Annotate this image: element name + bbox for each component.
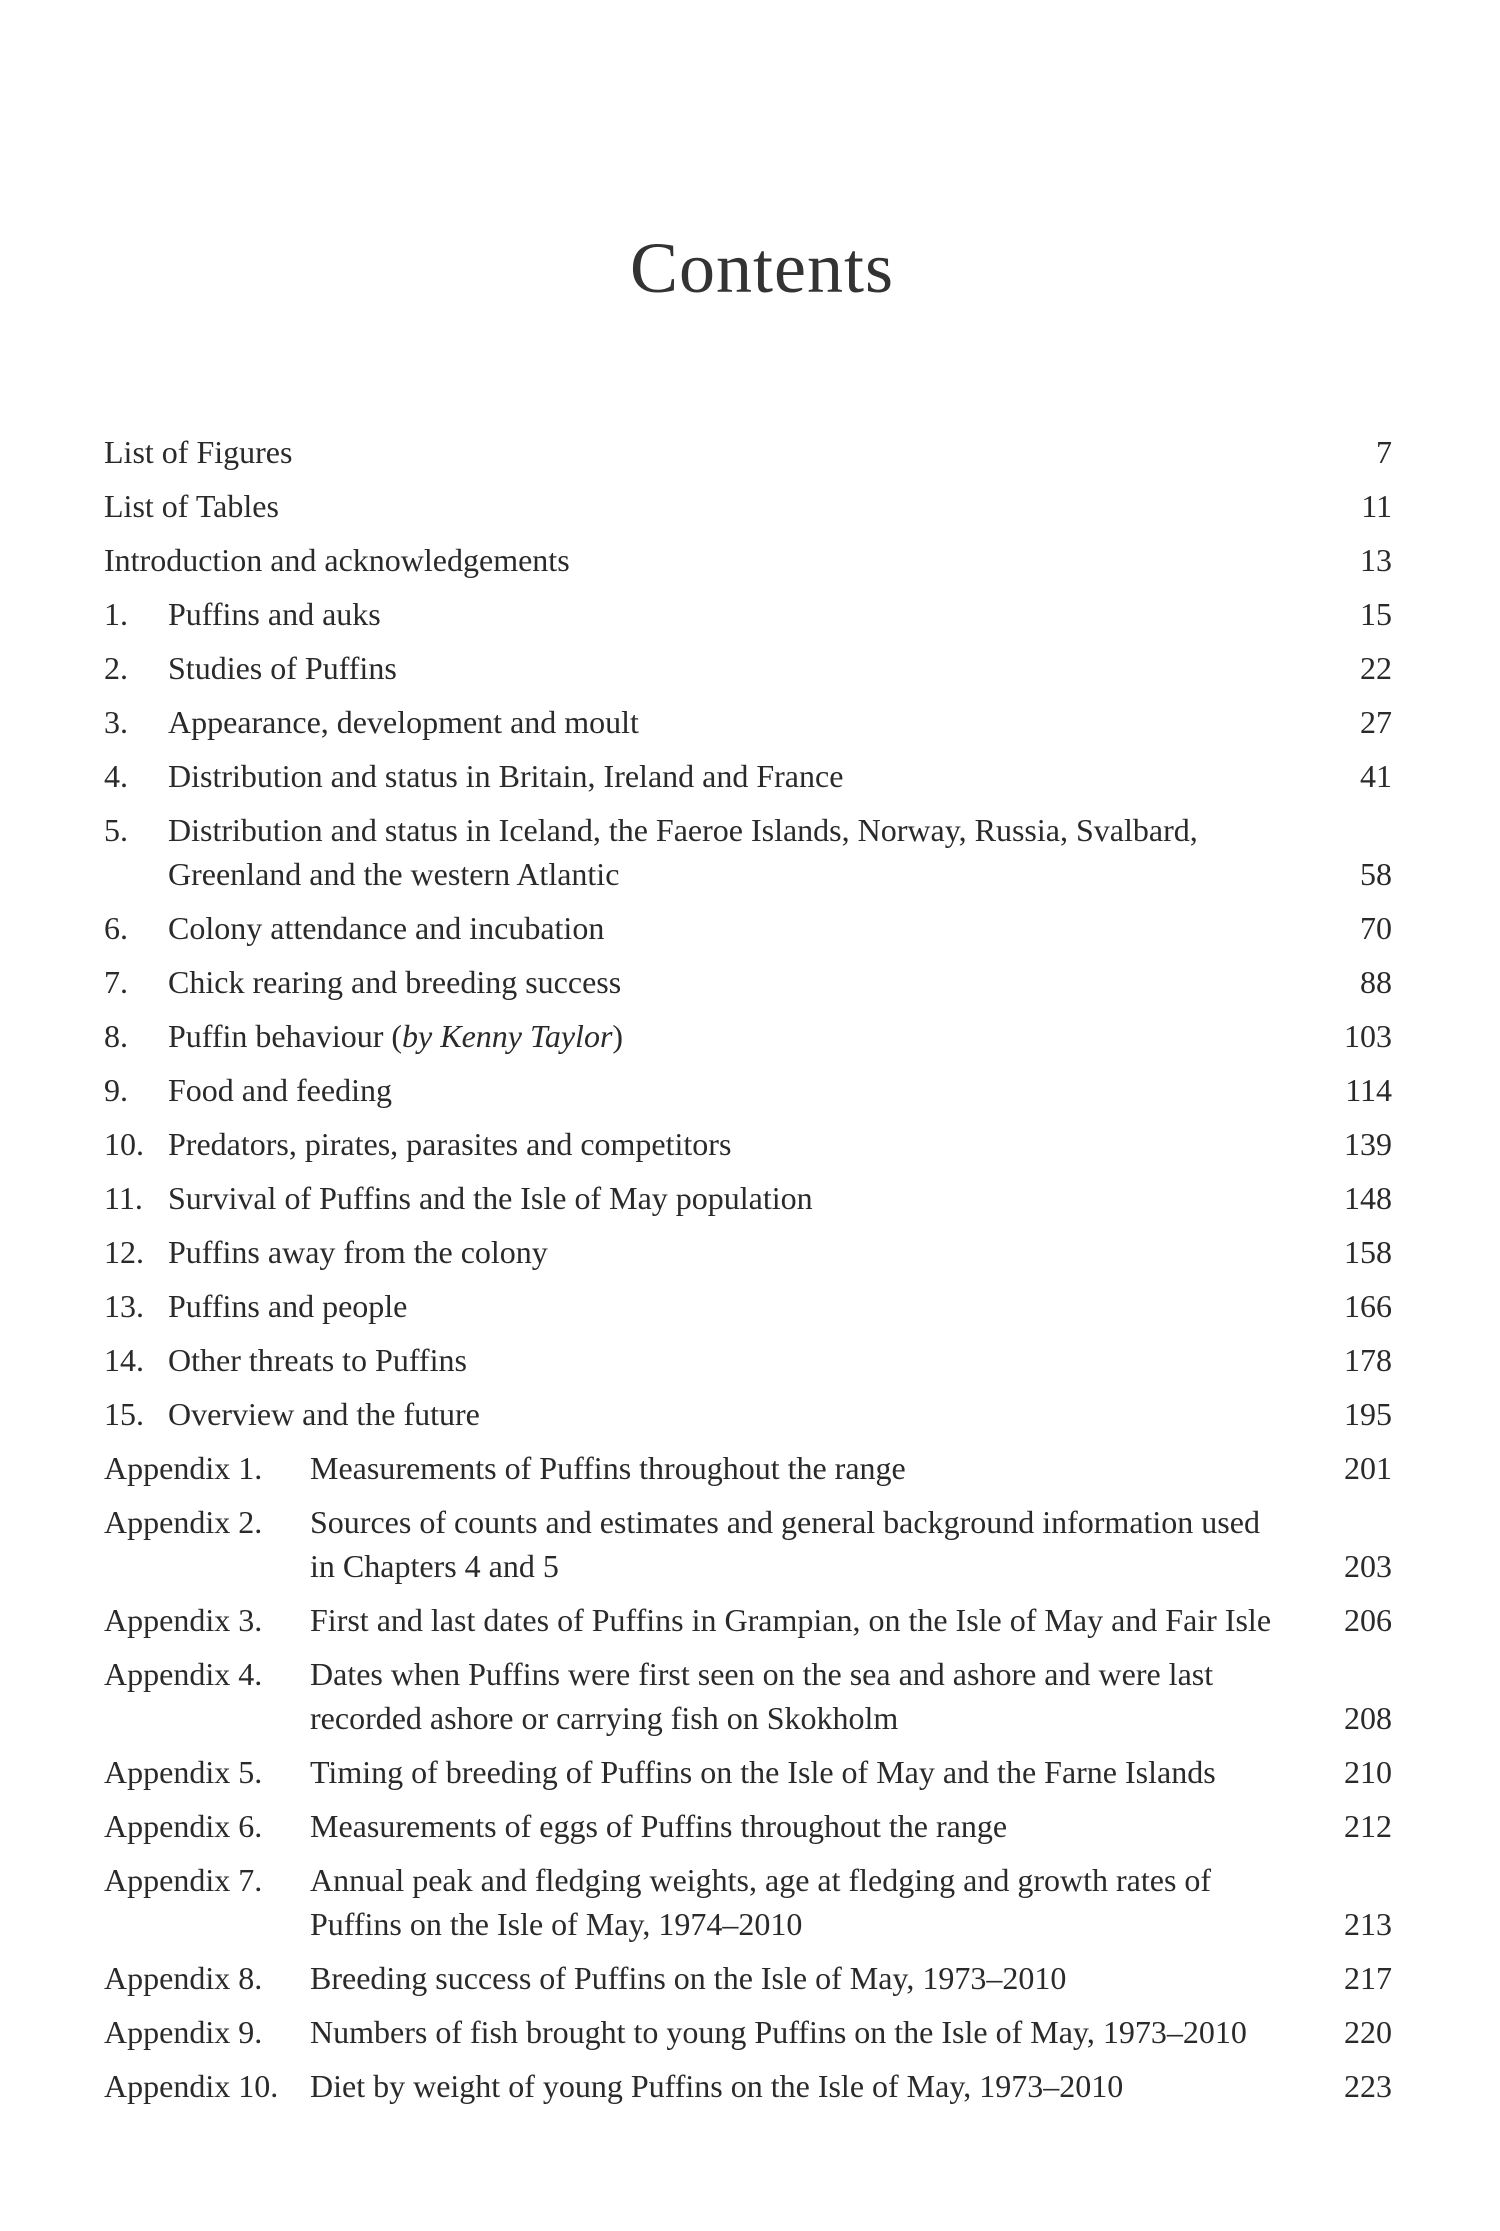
toc-entry-list-of-tables[interactable] — [104, 484, 1392, 528]
chapter-number: 14. — [104, 1342, 144, 1378]
toc-entry-label: Studies of Puffins — [168, 650, 397, 686]
toc-entry-appendix-10[interactable] — [104, 2064, 1392, 2108]
toc-entry-page: 203 — [1344, 1548, 1392, 1584]
chapter-number: 15. — [104, 1396, 144, 1432]
toc-entry-page: 220 — [1344, 2014, 1392, 2050]
toc-entry-label: Numbers of fish brought to young Puffins on the Isle of May, 1973–2010 — [310, 2014, 1247, 2050]
toc-entry-page: 166 — [1344, 1288, 1392, 1324]
chapter-number: 3. — [104, 704, 128, 740]
toc-entry-page: 13 — [1360, 542, 1392, 578]
toc-entry-label: Dates when Puffins were first seen on the sea and ashore and were last recorded ashore or carrying fish on Skokholm — [310, 1656, 1214, 1736]
toc-entry-chapter-8[interactable] — [104, 1014, 1392, 1058]
toc-entry-introduction[interactable] — [104, 538, 1392, 582]
toc-entry-chapter-5[interactable] — [104, 808, 1392, 896]
chapter-number: 1. — [104, 596, 128, 632]
appendix-number: Appendix 1. — [104, 1450, 263, 1486]
toc-entry-label: Distribution and status in Iceland, the Faeroe Islands, Norway, Russia, Svalbard, Greenland and the western Atlantic — [168, 812, 1198, 892]
toc-entry-label: Colony attendance and incubation — [168, 910, 605, 946]
table-of-contents — [104, 430, 1392, 2118]
chapter-number: 13. — [104, 1288, 144, 1324]
toc-entry-page: 88 — [1360, 964, 1392, 1000]
toc-entry-page: 139 — [1344, 1126, 1392, 1162]
toc-entry-appendix-6[interactable] — [104, 1804, 1392, 1848]
appendix-number: Appendix 5. — [104, 1754, 263, 1790]
appendix-number: Appendix 10. — [104, 2068, 279, 2104]
appendix-number: Appendix 7. — [104, 1862, 263, 1898]
toc-entry-label: Distribution and status in Britain, Ireland and France — [168, 758, 844, 794]
toc-entry-page: 195 — [1344, 1396, 1392, 1432]
toc-entry-label: Puffins away from the colony — [168, 1234, 548, 1270]
toc-entry-page: 217 — [1344, 1960, 1392, 1996]
toc-entry-page: 208 — [1344, 1700, 1392, 1736]
toc-entry-list-of-figures[interactable] — [104, 430, 1392, 474]
toc-entry-appendix-9[interactable] — [104, 2010, 1392, 2054]
toc-entry-page: 7 — [1376, 434, 1392, 470]
label-author: by Kenny Taylor — [402, 1018, 613, 1054]
toc-entry-page: 148 — [1344, 1180, 1392, 1216]
toc-entry-label — [168, 1014, 1312, 1058]
toc-entry-page: 206 — [1344, 1602, 1392, 1638]
toc-entry-page: 103 — [1344, 1018, 1392, 1054]
appendix-number: Appendix 4. — [104, 1656, 263, 1692]
toc-entry-chapter-14[interactable] — [104, 1338, 1392, 1382]
toc-entry-page: 158 — [1344, 1234, 1392, 1270]
toc-entry-chapter-3[interactable] — [104, 700, 1392, 744]
toc-entry-appendix-7[interactable] — [104, 1858, 1392, 1946]
toc-entry-label: Timing of breeding of Puffins on the Isle of May and the Farne Islands — [310, 1754, 1216, 1790]
toc-entry-page: 41 — [1360, 758, 1392, 794]
toc-entry-chapter-2[interactable] — [104, 646, 1392, 690]
toc-entry-page: 178 — [1344, 1342, 1392, 1378]
chapter-number: 9. — [104, 1072, 128, 1108]
toc-entry-label: Puffins and auks — [168, 596, 381, 632]
toc-entry-label: Overview and the future — [168, 1396, 480, 1432]
chapter-number: 11. — [104, 1180, 143, 1216]
toc-entry-chapter-4[interactable] — [104, 754, 1392, 798]
toc-entry-label: Puffins and people — [168, 1288, 408, 1324]
toc-entry-appendix-1[interactable] — [104, 1446, 1392, 1490]
chapter-number: 10. — [104, 1126, 144, 1162]
page-title: Contents — [629, 228, 894, 308]
toc-entry-chapter-7[interactable] — [104, 960, 1392, 1004]
toc-entry-label: First and last dates of Puffins in Grampian, on the Isle of May and Fair Isle — [310, 1602, 1272, 1638]
toc-entry-page: 22 — [1360, 650, 1392, 686]
toc-entry-appendix-3[interactable] — [104, 1598, 1392, 1642]
toc-entry-label: Food and feeding — [168, 1072, 392, 1108]
toc-entry-label: Sources of counts and estimates and general background information used in Chapters 4 and 5 — [310, 1504, 1260, 1584]
chapter-number: 8. — [104, 1018, 128, 1054]
toc-entry-page: 114 — [1345, 1072, 1392, 1108]
toc-entry-label: Annual peak and fledging weights, age at fledging and growth rates of Puffins on the Isle of May, 1974–2010 — [310, 1862, 1212, 1942]
toc-entry-label: Other threats to Puffins — [168, 1342, 467, 1378]
toc-entry-page: 11 — [1361, 488, 1392, 524]
appendix-number: Appendix 8. — [104, 1960, 263, 1996]
appendix-number: Appendix 6. — [104, 1808, 263, 1844]
toc-entry-chapter-13[interactable] — [104, 1284, 1392, 1328]
toc-entry-page: 27 — [1360, 704, 1392, 740]
toc-entry-label: Breeding success of Puffins on the Isle of May, 1973–2010 — [310, 1960, 1067, 1996]
toc-entry-label: Predators, pirates, parasites and competitors — [168, 1126, 732, 1162]
toc-entry-page: 201 — [1344, 1450, 1392, 1486]
toc-entry-page: 212 — [1344, 1808, 1392, 1844]
chapter-number: 6. — [104, 910, 128, 946]
toc-entry-chapter-10[interactable] — [104, 1122, 1392, 1166]
toc-entry-appendix-2[interactable] — [104, 1500, 1392, 1588]
toc-entry-label: Measurements of eggs of Puffins throughout the range — [310, 1808, 1008, 1844]
toc-entry-chapter-9[interactable] — [104, 1068, 1392, 1112]
toc-entry-page: 15 — [1360, 596, 1392, 632]
toc-entry-label: List of Figures — [104, 434, 293, 470]
chapter-number: 12. — [104, 1234, 144, 1270]
label-end: ) — [612, 1018, 624, 1054]
chapter-number: 5. — [104, 812, 128, 848]
toc-entry-chapter-1[interactable] — [104, 592, 1392, 636]
label-main: Puffin behaviour ( — [168, 1018, 403, 1054]
toc-entry-appendix-4[interactable] — [104, 1652, 1392, 1740]
toc-entry-page: 70 — [1360, 910, 1392, 946]
toc-entry-label: Appearance, development and moult — [168, 704, 639, 740]
toc-entry-label: Survival of Puffins and the Isle of May population — [168, 1180, 813, 1216]
toc-entry-chapter-15[interactable] — [104, 1392, 1392, 1436]
chapter-number: 2. — [104, 650, 128, 686]
appendix-number: Appendix 2. — [104, 1504, 263, 1540]
toc-entry-chapter-6[interactable] — [104, 906, 1392, 950]
appendix-number: Appendix 3. — [104, 1602, 263, 1638]
toc-entry-page: 223 — [1344, 2068, 1392, 2104]
toc-entry-chapter-11[interactable] — [104, 1176, 1392, 1220]
toc-entry-appendix-5[interactable] — [104, 1750, 1392, 1794]
toc-entry-label: Diet by weight of young Puffins on the Isle of May, 1973–2010 — [310, 2068, 1124, 2104]
toc-entry-appendix-8[interactable] — [104, 1956, 1392, 2000]
toc-entry-label: Measurements of Puffins throughout the range — [310, 1450, 906, 1486]
toc-entry-page: 210 — [1344, 1754, 1392, 1790]
toc-entry-label: List of Tables — [104, 488, 279, 524]
appendix-number: Appendix 9. — [104, 2014, 263, 2050]
toc-entry-label: Chick rearing and breeding success — [168, 964, 622, 1000]
toc-entry-page: 58 — [1360, 856, 1392, 892]
toc-entry-label: Introduction and acknowledgements — [104, 542, 570, 578]
toc-entry-chapter-12[interactable] — [104, 1230, 1392, 1274]
toc-entry-page: 213 — [1344, 1906, 1392, 1942]
chapter-number: 4. — [104, 758, 128, 794]
chapter-number: 7. — [104, 964, 128, 1000]
